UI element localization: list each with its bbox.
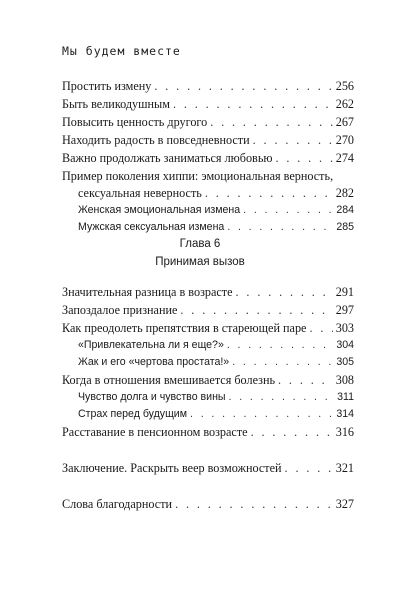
toc-entry bbox=[62, 132, 354, 148]
leader-dots bbox=[309, 320, 332, 336]
toc-entry-title: Страх перед будущим bbox=[78, 408, 188, 420]
toc-entry bbox=[62, 320, 354, 336]
toc-entry bbox=[62, 78, 354, 94]
chapter-label: Глава 6 bbox=[179, 238, 221, 250]
toc-subentry bbox=[78, 354, 354, 370]
toc-entry bbox=[62, 372, 354, 388]
leader-dots bbox=[243, 202, 333, 218]
toc-entry-page: 291 bbox=[335, 285, 354, 299]
leader-dots bbox=[227, 337, 333, 353]
leader-dots bbox=[227, 219, 333, 235]
toc-entry bbox=[62, 284, 354, 300]
toc-entry bbox=[78, 185, 354, 201]
leader-dots bbox=[190, 406, 333, 422]
toc-entry-title: Повысить ценность другого bbox=[62, 115, 208, 129]
toc-entry-page: 316 bbox=[335, 425, 354, 439]
leader-dots bbox=[251, 424, 333, 440]
toc-entry-page: 284 bbox=[336, 204, 354, 216]
toc-entry-page: 282 bbox=[335, 186, 354, 200]
chapter-title: Принимая вызов bbox=[155, 256, 245, 268]
toc-entry bbox=[62, 424, 354, 440]
toc-entry-title: Значительная разница в возрасте bbox=[62, 285, 233, 299]
leader-dots bbox=[154, 78, 332, 94]
toc-entry-title-line: Пример поколения хиппи: эмоциональная верность, bbox=[62, 169, 334, 183]
toc-entry bbox=[62, 114, 354, 130]
toc-entry-page: 305 bbox=[336, 356, 354, 368]
toc-entry-title: Важно продолжать заниматься любовью bbox=[62, 151, 273, 165]
leader-dots bbox=[205, 185, 333, 201]
leader-dots bbox=[173, 96, 333, 112]
leader-dots bbox=[229, 389, 333, 405]
toc-entry-page: 297 bbox=[335, 303, 354, 317]
toc-subentry bbox=[78, 406, 354, 422]
leader-dots bbox=[275, 150, 332, 166]
toc-entry-page: 256 bbox=[335, 79, 354, 93]
leader-dots bbox=[285, 460, 333, 476]
toc-entry-conclusion bbox=[62, 460, 354, 476]
leader-dots bbox=[210, 114, 332, 130]
toc-entry-page: 285 bbox=[336, 221, 354, 233]
toc-entry-title: Быть великодушным bbox=[62, 97, 170, 111]
toc-entry-page: 308 bbox=[335, 373, 354, 387]
toc-entry-page: 314 bbox=[336, 408, 354, 420]
toc-entry-title: Заключение. Раскрыть веер возможностей bbox=[62, 461, 282, 475]
leader-dots bbox=[180, 302, 332, 318]
leader-dots bbox=[175, 496, 333, 512]
toc-subentry bbox=[78, 202, 354, 218]
toc-entry-title: Жак и его «чертова простата!» bbox=[78, 356, 230, 368]
leader-dots bbox=[236, 284, 333, 300]
leader-dots bbox=[253, 132, 333, 148]
toc-entry-page: 262 bbox=[335, 97, 354, 111]
toc-subentry bbox=[78, 219, 354, 235]
toc-entry-title: «Привлекательна ли я еще?» bbox=[78, 339, 224, 351]
toc-entry-page: 311 bbox=[337, 391, 354, 403]
running-header: Мы будем вместе bbox=[62, 44, 181, 58]
toc-entry-page: 274 bbox=[335, 151, 354, 165]
toc-entry bbox=[62, 302, 354, 318]
toc-entry-title: Когда в отношения вмешивается болезнь bbox=[62, 373, 276, 387]
toc-subentry bbox=[78, 337, 354, 353]
toc-subentry bbox=[78, 389, 354, 405]
toc-entry-page: 327 bbox=[335, 497, 354, 511]
toc-entry-page: 267 bbox=[335, 115, 354, 129]
toc-entry-title: Чувство долга и чувство вины bbox=[78, 391, 226, 403]
leader-dots bbox=[278, 372, 333, 388]
toc-entry-title: Слова благодарности bbox=[62, 497, 173, 511]
toc-entry-page: 321 bbox=[335, 461, 354, 475]
toc-entry-title: Как преодолеть препятствия в стареющей паре bbox=[62, 321, 307, 335]
toc-entry-title: Запоздалое признание bbox=[62, 303, 178, 317]
toc-entry bbox=[62, 96, 354, 112]
toc-entry-page: 304 bbox=[336, 339, 354, 351]
toc-entry-title: сексуальная неверность bbox=[78, 186, 202, 200]
toc-entry-page: 270 bbox=[335, 133, 354, 147]
toc-entry-title: Простить измену bbox=[62, 79, 152, 93]
toc-entry-title: Мужская сексуальная измена bbox=[78, 221, 225, 233]
toc-entry-title: Находить радость в повседневности bbox=[62, 133, 250, 147]
toc-entry bbox=[62, 150, 354, 166]
toc-entry-thanks bbox=[62, 496, 354, 512]
toc-entry-title: Расставание в пенсионном возрасте bbox=[62, 425, 248, 439]
leader-dots bbox=[232, 354, 333, 370]
toc-entry-page: 303 bbox=[335, 321, 354, 335]
toc-entry-title: Женская эмоциональная измена bbox=[78, 204, 241, 216]
